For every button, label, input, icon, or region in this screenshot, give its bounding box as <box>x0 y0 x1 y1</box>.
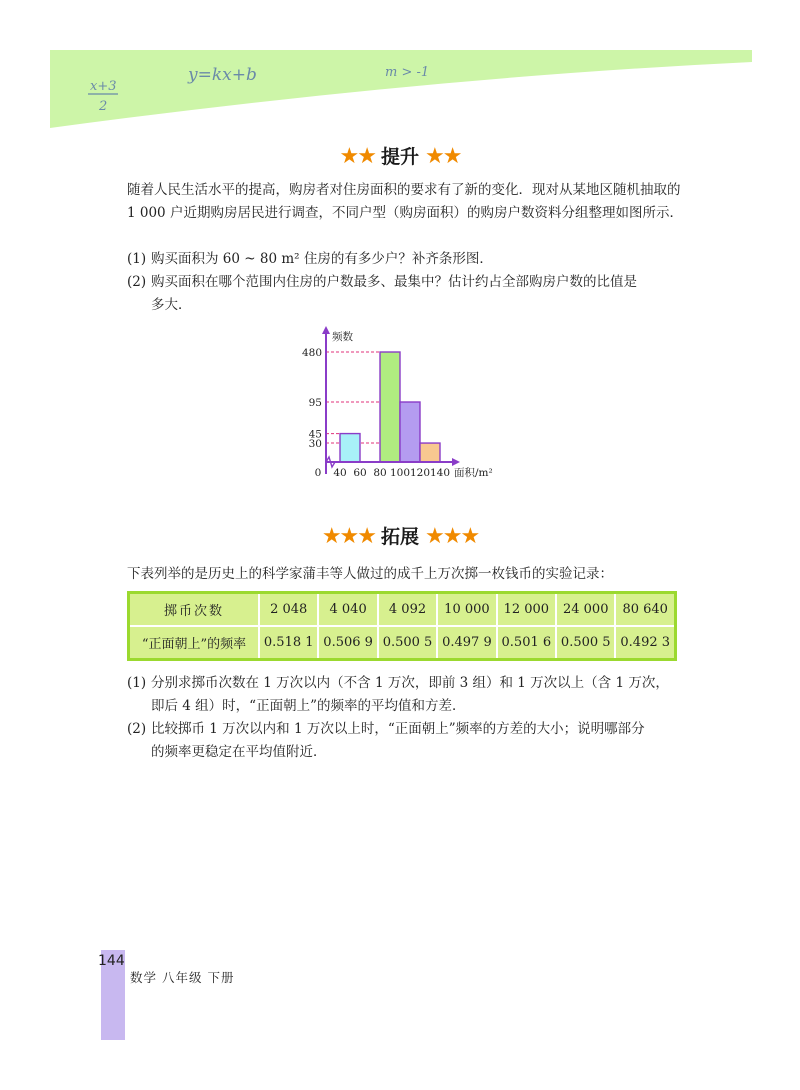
y-tick-label: 45 <box>308 428 322 441</box>
x-tick-label: 80 <box>373 467 387 479</box>
question-text-continued: 即后 4 组）时，“正面朝上”的频率的平均值和方差． <box>151 698 466 714</box>
table-cell: 12 000 <box>497 593 556 627</box>
x-tick-label: 140 <box>429 467 451 479</box>
problem-intro: 随着人民生活水平的提高，购房者对住房面积的要求有了新的变化．现对从某地区随机抽取的 1 000 户近期购房居民进行调查，不同户型（购房面积）的购房户数资料分组整理如图所示． <box>127 182 683 221</box>
question-text-continued: 多大． <box>151 297 192 313</box>
table-row <box>129 593 676 627</box>
section-title-extend <box>0 522 800 549</box>
book-title: 数学 八年级 下册 <box>130 970 235 985</box>
question-2 <box>127 271 687 317</box>
table-cell: 10 000 <box>437 593 496 627</box>
table-cell: 2 048 <box>259 593 318 627</box>
histogram-bar <box>380 352 400 462</box>
question-text: 比较掷币 1 万次以内和 1 万次以上时，“正面朝上”频率的方差的大小；说明哪部分 <box>151 721 645 737</box>
table-cell: 0.501 6 <box>497 626 556 660</box>
question-text-continued: 的频率更稳定在平均值附近． <box>151 744 327 760</box>
x-tick-label: 100 <box>389 467 411 479</box>
star-icons-right: ★★★ <box>425 524 479 549</box>
question-number: (1) <box>127 251 147 267</box>
question-text: 购买面积为 60 ~ 80 m² 住房的有多少户？补齐条形图． <box>151 251 493 267</box>
x-tick-label: 0 <box>314 467 322 479</box>
coin-toss-table <box>127 591 677 661</box>
question-2 <box>127 718 687 764</box>
table-cell: 4 040 <box>318 593 377 627</box>
question-1 <box>127 672 687 718</box>
table-cell: 0.506 9 <box>318 626 377 660</box>
star-icons-left: ★★★ <box>321 524 375 549</box>
x-tick-label: 40 <box>333 467 347 479</box>
section-title-text: 提升 <box>380 146 419 168</box>
table-cell: 80 640 <box>615 593 675 627</box>
question-text: 购买面积在哪个范围内住房的户数最多、最集中？估计约占全部购房户数的比值是 <box>151 274 637 290</box>
x-axis-arrow <box>452 458 460 466</box>
question-number: (2) <box>127 274 147 290</box>
banner-formula-inequality: m > -1 <box>385 65 430 80</box>
table-cell: 0.492 3 <box>615 626 675 660</box>
y-axis-arrow <box>322 326 330 334</box>
histogram-chart <box>296 326 511 486</box>
section-title-improve <box>0 142 800 169</box>
y-axis-label: 频数 <box>332 331 353 343</box>
table-cell: 24 000 <box>556 593 615 627</box>
section-title-text: 拓展 <box>380 526 419 548</box>
x-tick-label: 120 <box>409 467 431 479</box>
question-number: (1) <box>127 675 147 691</box>
y-tick-label: 480 <box>301 347 322 359</box>
banner-formula-fraction-num: x+3 <box>90 79 117 94</box>
table-cell: 0.518 1 <box>259 626 318 660</box>
banner-formula-fraction-den: 2 <box>99 99 108 114</box>
table-intro: 下表列举的是历史上的科学家蒲丰等人做过的成千上万次掷一枚钱币的实验记录： <box>127 566 613 582</box>
row-header-frequency: “正面朝上”的频率 <box>129 626 260 660</box>
star-icons-left: ★★ <box>339 144 375 169</box>
table-cell: 0.500 5 <box>378 626 437 660</box>
star-icons-right: ★★ <box>425 144 461 169</box>
x-tick-label: 60 <box>353 467 367 479</box>
row-header-tosses: 掷币次数 <box>129 593 260 627</box>
question-text: 分别求掷币次数在 1 万次以内（不含 1 万次，即前 3 组）和 1 万次以上（含 1 万次， <box>151 675 669 691</box>
y-tick-label: 30 <box>308 438 322 451</box>
table-cell: 0.500 5 <box>556 626 615 660</box>
page-number: 144 <box>98 953 125 969</box>
question-1 <box>127 248 687 271</box>
histogram-bar <box>420 443 440 462</box>
histogram-bar <box>400 402 420 462</box>
table-row <box>129 626 676 660</box>
y-tick-label: 95 <box>308 397 322 409</box>
histogram-bar <box>340 434 360 462</box>
header-banner <box>0 0 800 140</box>
question-number: (2) <box>127 721 147 737</box>
x-axis-label: 面积/m² <box>454 467 493 479</box>
table-cell: 0.497 9 <box>437 626 496 660</box>
banner-formula-linear: y=kx+b <box>188 65 257 85</box>
table-cell: 4 092 <box>378 593 437 627</box>
